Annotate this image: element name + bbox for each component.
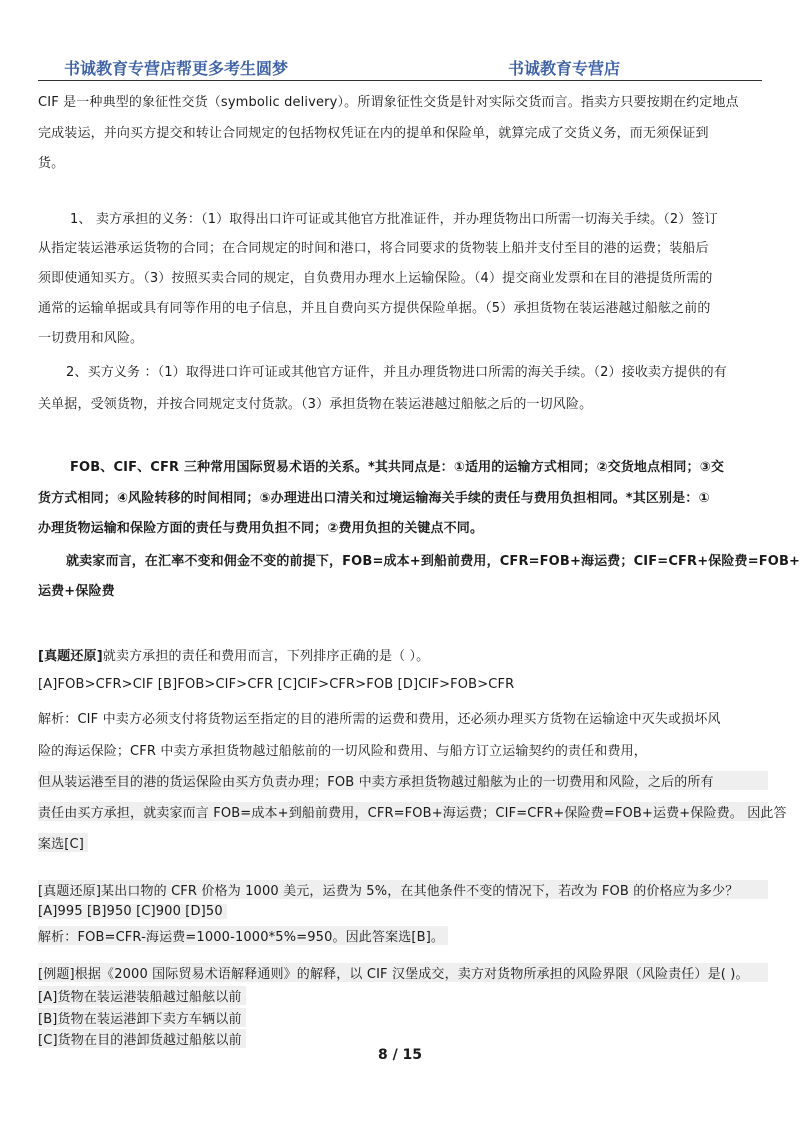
q1-question-text: 就卖方承担的责任和费用而言，下列排序正确的是（ ）。 xyxy=(102,649,430,664)
q1-options: [A]FOB>CFR>CIF [B]FOB>CIF>CFR [C]CIF>CFR>FOB [D]CIF>FOB>CFR xyxy=(38,677,515,692)
seller-line-2: 从指定装运港承运货物的合同；在合同规定的时间和港口，将合同要求的货物装上船并支付至目的港的运费；装船后 xyxy=(38,241,709,256)
q1-analysis-line-5: 案选[C] xyxy=(38,833,88,852)
seller-line-4: 通常的运输单据或具有同等作用的电子信息，并且自费向买方提供保险单据。（5）承担货物在装运港越过船舷之前的 xyxy=(38,301,711,316)
formula-line-2: 运费+保险费 xyxy=(38,584,115,599)
q1-analysis-line-1: 解析：CIF 中卖方必须支付将货物运至指定的目的港所需的运费和费用，还必须办理买方货物在运输途中灭失或损坏风 xyxy=(38,712,721,727)
q3-option-a: [A]货物在装运港装船越过船舷以前 xyxy=(38,986,246,1005)
relation-line-2: 货方式相同；④风险转移的时间相同；⑤办理进出口清关和过境运输海关手续的责任与费用负担相同。*其区别是：① xyxy=(38,491,710,506)
seller-line-1: 1、 卖方承担的义务：（1）取得出口许可证或其他官方批准证件，并办理货物出口所需一切海关手续。（2）签订 xyxy=(70,212,718,227)
intro-line-1: CIF 是一种典型的象征性交货（symbolic delivery）。所谓象征性交货是针对实际交货而言。指卖方只要按期在约定地点 xyxy=(38,95,739,110)
header-left-title: 书诚教育专营店帮更多考生圆梦 xyxy=(64,59,289,78)
buyer-line-2: 关单据，受领货物，并按合同规定支付货款。（3）承担货物在装运港越过船舷之后的一切风险。 xyxy=(38,397,593,412)
header-divider xyxy=(38,80,762,81)
seller-line-5: 一切费用和风险。 xyxy=(38,331,144,346)
intro-line-2: 完成装运，并向买方提交和转让合同规定的包括物权凭证在内的提单和保险单，就算完成了交货义务，而无须保证到 xyxy=(38,126,709,141)
q3-option-c: [C]货物在目的港卸货越过船舷以前 xyxy=(38,1029,246,1048)
q3-question: [例题]根据《2000 国际贸易术语解释通则》的解释，以 CIF 汉堡成交，卖方对货物所承担的风险界限（风险责任）是( )。 xyxy=(38,963,768,982)
header-right-title: 书诚教育专营店 xyxy=(508,59,621,78)
q2-answer: 解析：FOB=CFR-海运费=1000-1000*5%=950。因此答案选[B]。 xyxy=(38,926,448,945)
q1-analysis-line-4: 责任由买方承担，就卖家而言 FOB=成本+到船前费用，CFR=FOB+海运费；CIF=CFR+保险费=FOB+运费+保险费。 因此答 xyxy=(38,802,768,821)
formula-line-1: 就卖家而言，在汇率不变和佣金不变的前提下，FOB=成本+到船前费用，CFR=FOB+海运费；CIF=CFR+保险费=FOB+ xyxy=(66,554,800,569)
page-number: 8 / 15 xyxy=(377,1047,423,1063)
q2-question: [真题还原]某出口物的 CFR 价格为 1000 美元，运费为 5%，在其他条件不变的情况下，若改为 FOB 的价格应为多少？ xyxy=(38,880,768,899)
q1-analysis-line-3: 但从装运港至目的港的货运保险由买方负责办理；FOB 中卖方承担货物越过船舷为止的一切费用和风险，之后的所有 xyxy=(38,771,768,790)
q2-options: [A]995 [B]950 [C]900 [D]50 xyxy=(38,904,227,919)
relation-line-3: 办理货物运输和保险方面的责任与费用负担不同；②费用负担的关键点不同。 xyxy=(38,521,484,536)
q3-option-b: [B]货物在装运港卸下卖方车辆以前 xyxy=(38,1008,246,1027)
q1-question xyxy=(38,645,768,664)
relation-line-1: FOB、CIF、CFR 三种常用国际贸易术语的关系。*其共同点是：①适用的运输方式相同；②交货地点相同；③交 xyxy=(70,460,724,475)
intro-line-3: 货。 xyxy=(38,156,65,171)
q1-tag: [真题还原] xyxy=(38,649,103,664)
seller-line-3: 须即使通知买方。（3）按照买卖合同的规定，自负费用办理水上运输保险。（4）提交商业发票和在目的港提货所需的 xyxy=(38,271,713,286)
q1-analysis-line-2: 险的海运保险；CFR 中卖方承担货物越过船舷前的一切风险和费用、与船方订立运输契约的责任和费用， xyxy=(38,744,647,759)
buyer-line-1: 2、买方义务 ：（1）取得进口许可证或其他官方证件，并且办理货物进口所需的海关手续。（2）接收卖方提供的有 xyxy=(66,365,727,380)
